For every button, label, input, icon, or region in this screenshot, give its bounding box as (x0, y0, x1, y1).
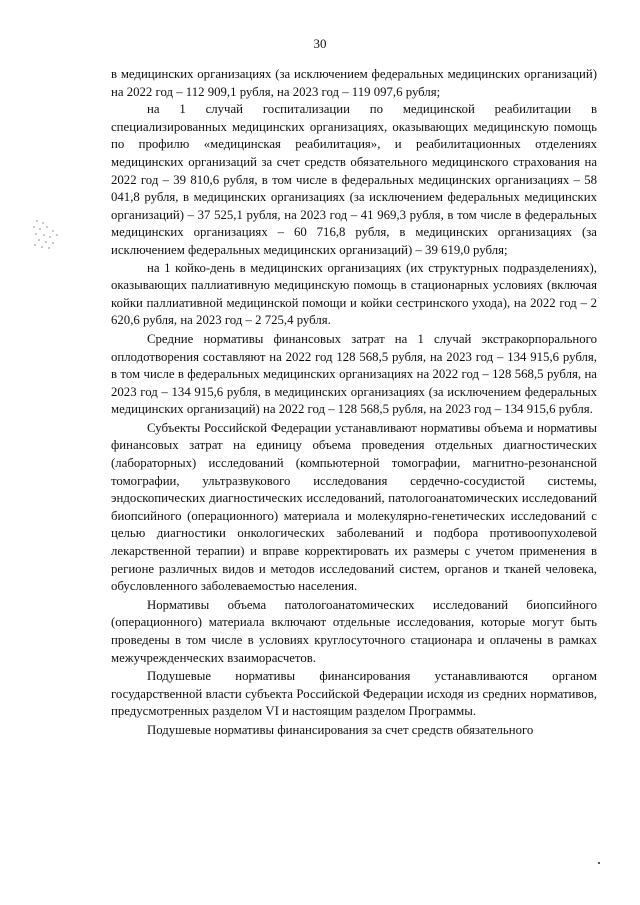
scan-artifact-mark (30, 218, 64, 252)
paragraph-ivf-costs: Средние нормативы финансовых затрат на 1 случай экстракорпорального оплодотворения составляют на 2022 год 128 568,5 рубля, на 2023 год – 134 915,6 рубля, в том числе в федеральных медицинских организациях на 2022 год – 128 568,5 рубля, на 2023 год – 134 915,6 рубля, в медицинских организациях (за исключением федеральных медицинских организаций) на 2022 год – 128 568,5 рубля, на 2023 год – 134 915,6 рубля. (111, 331, 597, 417)
paragraph-medical-orgs-cost: в медицинских организациях (за исключением федеральных медицинских организаций) на 2022 год – 112 909,1 рубля, на 2023 год – 119 097,6 рубля; (111, 67, 597, 99)
paragraph-per-capita-oms: Подушевые нормативы финансирования за счет средств обязательного (147, 722, 534, 737)
document-body (111, 66, 597, 740)
scan-speck (598, 862, 600, 864)
paragraph-rehabilitation-case: на 1 случай госпитализации по медицинской реабилитации в специализированных медицинских организациях, оказывающих медицинскую помощь по профилю «медицинская реабилитация», и реабилитационных отделениях медицинских организаций за счет средств обязательного медицинского страхования на 2022 год – 39 810,6 рубля, в том числе в федеральных медицинских организациях – 58 041,8 рубля, в медицинских организациях (за исключением федеральных медицинских организаций) – 37 525,1 рубля, на 2023 год – 41 969,3 рубля, в том числе в федеральных медицинских организациях – 60 716,8 рубля, в медицинских организациях (за исключением федеральных медицинских организаций) – 39 619,0 рубля; (111, 102, 597, 257)
paragraph-palliative-bed-day: на 1 койко-день в медицинских организациях (их структурных подразделениях), оказывающих паллиативную медицинскую помощь в стационарных условиях (включая койки паллиативной медицинской помощи и койки сестринского ухода), на 2022 год – 2 620,6 рубля, на 2023 год – 2 725,4 рубля. (111, 260, 597, 328)
paragraph-pathology-norms: Нормативы объема патологоанатомических исследований биопсийного (операционного) материала включают отдельные исследования, которые могут быть проведены в том числе в условиях круглосуточного стационара и оплачены в рамках межучрежденческих взаиморасчетов. (111, 597, 597, 665)
page-number: 30 (313, 36, 327, 51)
paragraph-per-capita-norms: Подушевые нормативы финансирования устанавливаются органом государственной власти субъекта Российской Федерации исходя из средних нормативов, предусмотренных разделом VI и настоящим разделом Программы. (111, 669, 597, 719)
paragraph-regional-diagnostics: Субъекты Российской Федерации устанавливают нормативы объема и нормативы финансовых затрат на единицу объема проведения отдельных диагностических (лабораторных) исследований (компьютерной томографии, магнитно-резонансной томографии, ультразвукового исследования сердечно-сосудистой системы, эндоскопических диагностических исследований, патологоанатомических исследований биопсийного (операционного) материала и молекулярно-генетических исследований с целью диагностики онкологических заболеваний и подбора противоопухолевой лекарственной терапии) и вправе корректировать их размеры с учетом применения в регионе различных видов и методов исследований систем, органов и тканей человека, обусловленного заболеваемостью населения. (111, 420, 597, 594)
